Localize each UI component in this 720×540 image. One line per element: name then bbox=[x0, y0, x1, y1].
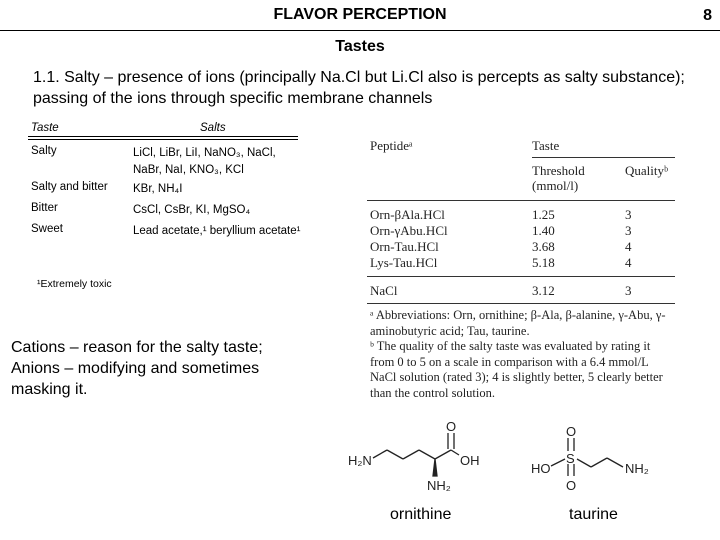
peptide-table-footnotes bbox=[370, 308, 675, 401]
threshold-value: 1.25 bbox=[532, 207, 555, 222]
salts-table-footnote: ¹Extremely toxic bbox=[37, 278, 112, 290]
quality-header: Qualityᵇ bbox=[625, 163, 669, 178]
quality-value: 3 bbox=[625, 207, 632, 222]
taurine-structure bbox=[551, 438, 623, 476]
table-row bbox=[28, 202, 304, 223]
salty-intro-paragraph: 1.1. Salty – presence of ions (principally Na.Cl but Li.Cl also is percepts as salty substance); passing of the ions through specific membrane channels bbox=[33, 69, 685, 107]
quality-value: 4 bbox=[625, 255, 632, 270]
peptide-name: Orn-Tau.HCl bbox=[370, 239, 439, 254]
salts-cell: KBr, NH₄I bbox=[133, 183, 183, 195]
page-title: FLAVOR PERCEPTION bbox=[273, 6, 447, 23]
salts-taste-table bbox=[28, 120, 304, 290]
reference-name: NaCl bbox=[370, 283, 398, 298]
table-row bbox=[28, 145, 304, 181]
reference-threshold: 3.12 bbox=[532, 283, 555, 298]
ornithine-oxygen: O bbox=[446, 419, 457, 434]
cations-anions-paragraph: Cations – reason for the salty taste; Anions – modifying and sometimes masking it. bbox=[11, 339, 263, 398]
taste-header: Taste bbox=[532, 138, 560, 153]
chemical-structures bbox=[345, 418, 675, 508]
ornithine-caption: ornithine bbox=[390, 506, 452, 523]
ornithine-structure bbox=[373, 433, 459, 476]
threshold-value: 3.68 bbox=[532, 239, 555, 254]
taurine-sulfur: S bbox=[566, 451, 575, 466]
salts-table-header bbox=[28, 120, 304, 136]
ornithine-amine-left: H₂N bbox=[348, 453, 372, 468]
taste-cell: Sweet bbox=[31, 223, 63, 235]
salts-table-header-taste: Taste bbox=[31, 122, 59, 134]
salts-table-rule bbox=[28, 136, 298, 137]
taste-header-rule bbox=[532, 157, 675, 158]
taurine-oxygen-bottom: O bbox=[566, 478, 577, 493]
footnote-b: ᵇ The quality of the salty taste was evaluated by rating it from 0 to 5 on a scale in comparison with a 6.4 mmol/L NaCl solution (rated 3); 4 is slightly better, 5 clearly better than the control solution. bbox=[370, 339, 663, 400]
taste-cell: Bitter bbox=[31, 202, 58, 214]
salts-cell: CsCl, CsBr, KI, MgSO₄ bbox=[133, 204, 251, 216]
footnote-a: ᵃ Abbreviations: Orn, ornithine; β-Ala, β-alanine, γ-Abu, γ-aminobutyric acid; Tau, taurine. bbox=[370, 308, 666, 338]
salts-cell: LiCl, LiBr, LiI, NaNO₃, NaCl, NaBr, NaI, KNO₃, KCl bbox=[133, 147, 276, 176]
taurine-hydroxyl: HO bbox=[531, 461, 551, 476]
taurine-oxygen-top: O bbox=[566, 424, 577, 439]
table-row bbox=[28, 223, 304, 259]
ornithine-amine-bottom: NH₂ bbox=[427, 478, 451, 493]
quality-value: 3 bbox=[625, 223, 632, 238]
threshold-value: 5.18 bbox=[532, 255, 555, 270]
taste-cell: Salty and bitter bbox=[31, 181, 108, 193]
peptide-table-rule bbox=[367, 303, 675, 304]
page-number: 8 bbox=[703, 7, 712, 24]
peptide-table-rule bbox=[367, 276, 675, 277]
ornithine-hydroxyl: OH bbox=[460, 453, 480, 468]
peptide-name: Orn-γAbu.HCl bbox=[370, 223, 448, 238]
taste-cell: Salty bbox=[31, 145, 57, 157]
header-divider bbox=[0, 30, 720, 31]
peptide-table-rule bbox=[367, 200, 675, 201]
peptide-header: Peptideᵃ bbox=[370, 138, 413, 153]
salts-cell: Lead acetate,¹ beryllium acetate¹ bbox=[133, 225, 301, 237]
reference-quality: 3 bbox=[625, 283, 632, 298]
taurine-caption: taurine bbox=[569, 506, 618, 523]
section-title: Tastes bbox=[335, 38, 385, 55]
threshold-header: Threshold (mmol/l) bbox=[532, 163, 585, 193]
table-row bbox=[28, 181, 304, 202]
threshold-value: 1.40 bbox=[532, 223, 555, 238]
salts-table-rule bbox=[28, 139, 298, 140]
peptide-name: Orn-βAla.HCl bbox=[370, 207, 445, 222]
peptide-name: Lys-Tau.HCl bbox=[370, 255, 438, 270]
salts-table-header-salts: Salts bbox=[200, 122, 226, 134]
taurine-amine: NH₂ bbox=[625, 461, 649, 476]
quality-value: 4 bbox=[625, 239, 632, 254]
